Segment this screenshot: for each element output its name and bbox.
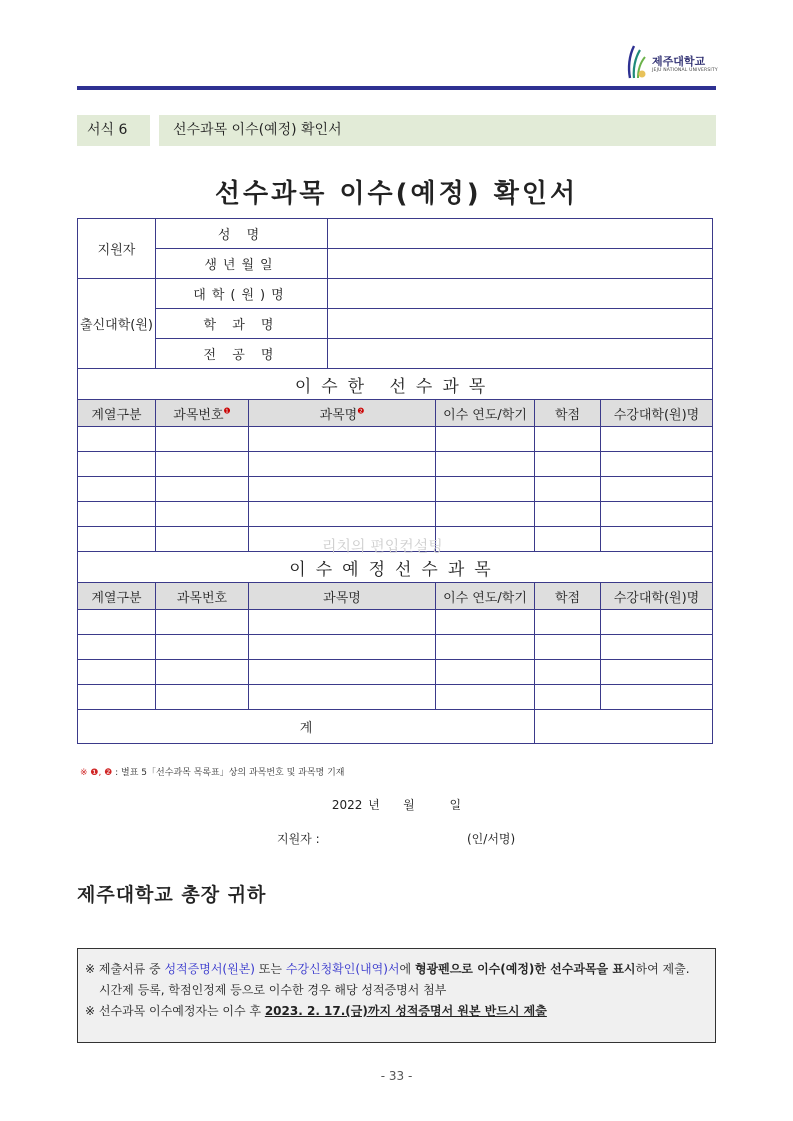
table-row (78, 452, 713, 477)
logo-english: JEJU NATIONAL UNIVERSITY (652, 68, 718, 73)
column-header-course-name: 과목명$^❷$ (249, 400, 436, 427)
table-row (78, 610, 713, 635)
header-rule (77, 86, 716, 90)
form-label-title: 선수과목 이수(예정) 확인서 (159, 115, 716, 146)
applicant-seal-label: (인/서명) (467, 832, 516, 846)
university-name-field[interactable] (328, 279, 713, 309)
column-header: 수강대학(원)명 (601, 400, 713, 427)
marker-2: ❷ (357, 406, 365, 416)
column-header: 수강대학(원)명 (601, 583, 713, 610)
marker-1: ❶ (223, 406, 231, 416)
planned-section-title: 이수예정선수과목 (78, 552, 713, 583)
column-header: 이수 연도/학기 (436, 583, 535, 610)
footnote-text: : 별표 5「선수과목 목록표」상의 과목번호 및 과목명 기재 (112, 768, 345, 778)
origin-school-group-label: 출신대학(원) (78, 279, 156, 369)
table-row (78, 477, 713, 502)
major-label: 전 공 명 (156, 339, 328, 369)
column-header: 이수 연도/학기 (436, 400, 535, 427)
confirmation-form-table (77, 218, 713, 744)
form-number: 서식 6 (77, 115, 150, 146)
notice-box (77, 948, 716, 1043)
table-row (78, 427, 713, 452)
department-field[interactable] (328, 309, 713, 339)
applicant-sign-label: 지원자 : (277, 832, 320, 846)
logo-emblem-icon (624, 44, 650, 80)
column-header: 과목명 (249, 583, 436, 610)
notice-line-3: ※ 선수과목 이수예정자는 이수 후 2023. 2. 17.(금)까지 성적증명서 원본 반드시 제출 (85, 1004, 547, 1018)
table-row (78, 635, 713, 660)
column-header: 학점 (535, 583, 601, 610)
column-header: 계열구분 (78, 400, 156, 427)
table-row (78, 502, 713, 527)
watermark: 리치의 편입컨설팅 (322, 537, 443, 555)
name-field[interactable] (328, 219, 713, 249)
footnote (80, 765, 345, 778)
birth-date-label: 생년월일 (156, 249, 328, 279)
university-logo (624, 44, 724, 80)
total-label: 계 (78, 710, 535, 744)
column-header-course-number: 과목번호$^❶$ (156, 400, 249, 427)
table-row (78, 685, 713, 710)
column-header: 계열구분 (78, 583, 156, 610)
notice-line-1: ※ 제출서류 중 성적증명서(원본) 또는 수강신청확인(내역)서에 형광펜으로 이수(예정)한 선수과목을 표시하여 제출. (85, 962, 690, 976)
birth-date-field[interactable] (328, 249, 713, 279)
page-title: 선수과목 이수(예정) 확인서 (214, 179, 579, 209)
notice-line-2: 시간제 등록, 학점인정제 등으로 이수한 경우 해당 성적증명서 첨부 (99, 983, 447, 997)
logo-name: 제주대학교 (652, 55, 706, 68)
university-name-label: 대학(원)명 (156, 279, 328, 309)
addressee: 제주대학교 총장 귀하 (77, 884, 267, 906)
date-line: 2022 년 월 일 (331, 798, 462, 812)
completed-section-title: 이수한 선수과목 (78, 369, 713, 400)
page-number: - 33 - (380, 1069, 413, 1083)
column-header: 과목번호 (156, 583, 249, 610)
department-label: 학 과 명 (156, 309, 328, 339)
name-label: 성 명 (156, 219, 328, 249)
column-header: 학점 (535, 400, 601, 427)
footnote-markers: ※ ❶, ❷ (80, 768, 113, 778)
applicant-group-label: 지원자 (78, 219, 156, 279)
major-field[interactable] (328, 339, 713, 369)
total-credits-field[interactable] (535, 710, 713, 744)
table-row (78, 660, 713, 685)
